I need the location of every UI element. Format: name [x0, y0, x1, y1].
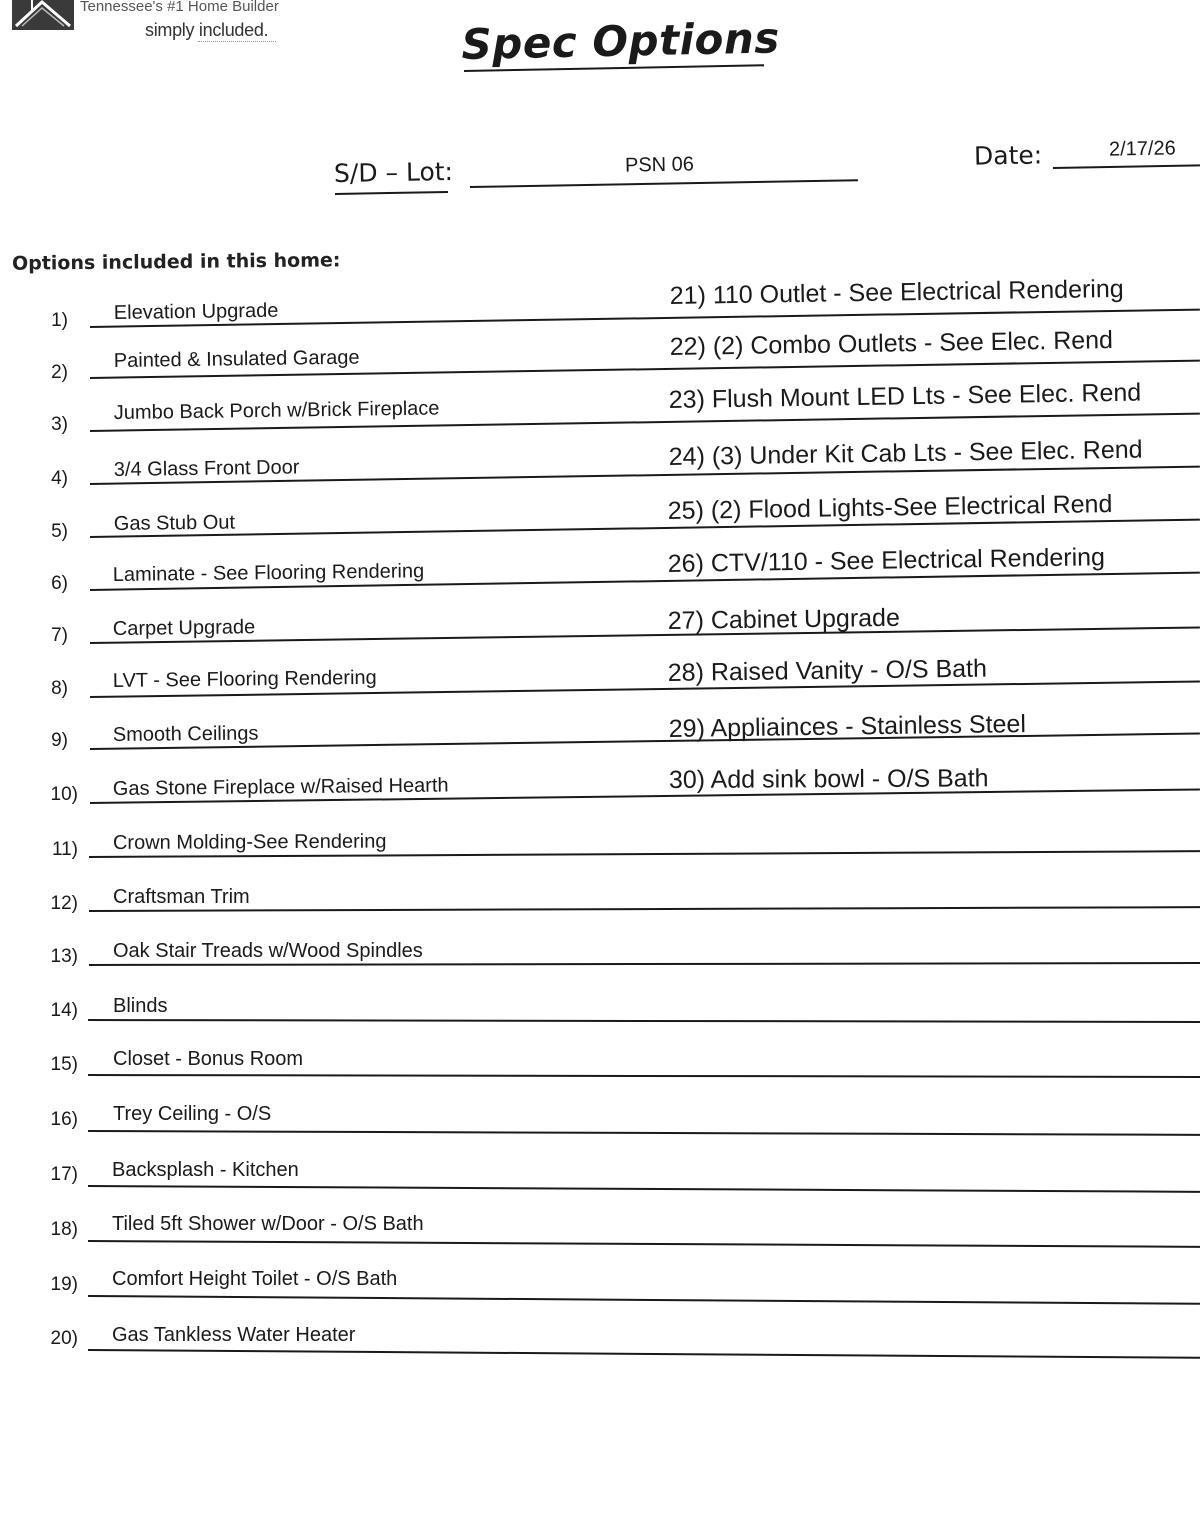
date-field-line — [1053, 164, 1200, 169]
option-line — [88, 1349, 1200, 1359]
option-text: LVT - See Flooring Rendering — [112, 666, 377, 693]
option-text-right: 22) (2) Combo Outlets - See Elec. Rend — [669, 326, 1114, 362]
option-line — [90, 519, 1200, 538]
option-text: Gas Stub Out — [113, 511, 236, 536]
option-number: 5) — [51, 521, 68, 542]
lot-value: PSN 06 — [624, 153, 695, 177]
option-row-11 — [0, 826, 1200, 866]
option-number: 17) — [50, 1164, 78, 1185]
option-text-right: 30) Add sink bowl - O/S Bath — [668, 764, 989, 794]
option-line — [88, 1074, 1200, 1078]
option-text-right: 28) Raised Vanity - O/S Bath — [667, 654, 988, 688]
option-row-16 — [0, 1097, 1200, 1137]
option-line — [88, 1130, 1200, 1136]
option-number: 9) — [51, 730, 68, 751]
option-text: Gas Stone Fireplace w/Raised Hearth — [112, 774, 449, 801]
option-line — [88, 1295, 1200, 1305]
option-text-right: 21) 110 Outlet - See Electrical Rendering — [669, 274, 1124, 311]
option-text-right: 24) (3) Under Kit Cab Lts - See Elec. Rend — [668, 435, 1143, 472]
option-row-19 — [0, 1262, 1200, 1302]
option-row-5 — [0, 490, 1200, 543]
date-value: 2/17/26 — [1108, 137, 1176, 161]
option-row-17 — [0, 1152, 1200, 1192]
option-text: Smooth Ceilings — [112, 722, 259, 747]
option-row-15 — [0, 1042, 1200, 1082]
option-number: 2) — [51, 362, 68, 383]
option-number: 14) — [50, 1000, 78, 1021]
option-line — [88, 1240, 1200, 1248]
option-row-8 — [0, 654, 1200, 704]
option-row-18 — [0, 1207, 1200, 1247]
option-row-6 — [0, 543, 1200, 597]
option-text: Trey Ceiling - O/S — [113, 1103, 272, 1125]
options-section-label: Options included in this home: — [11, 249, 341, 275]
option-line — [88, 1185, 1200, 1193]
page-title: Spec Options — [460, 13, 781, 69]
option-row-14 — [0, 988, 1200, 1028]
option-text: Oak Stair Treads w/Wood Spindles — [113, 940, 423, 962]
option-number: 15) — [50, 1054, 78, 1075]
option-text: Elevation Upgrade — [113, 299, 279, 325]
company-tagline: Tennessee's #1 Home Builder — [80, 0, 279, 15]
option-row-3 — [0, 378, 1200, 436]
option-text: Gas Tankless Water Heater — [112, 1324, 356, 1346]
option-number: 18) — [50, 1219, 78, 1240]
option-text-right: 23) Flush Mount LED Lts - See Elec. Rend — [668, 378, 1142, 415]
option-row-2 — [0, 326, 1200, 383]
option-number: 4) — [51, 468, 68, 489]
option-number: 20) — [50, 1328, 78, 1349]
option-number: 8) — [51, 678, 68, 699]
option-number: 1) — [51, 310, 68, 331]
option-row-9 — [0, 710, 1200, 758]
option-number: 19) — [50, 1274, 78, 1295]
option-text-right: 29) Appliainces - Stainless Steel — [668, 710, 1027, 744]
option-number: 6) — [51, 573, 68, 594]
option-text: Laminate - See Flooring Rendering — [112, 560, 425, 587]
date-label: Date: — [973, 140, 1043, 171]
option-text: 3/4 Glass Front Door — [113, 456, 300, 482]
option-text: Crown Molding-See Rendering — [112, 830, 387, 854]
option-text: Comfort Height Toilet - O/S Bath — [112, 1268, 398, 1290]
option-number: 11) — [51, 839, 78, 860]
option-text-right: 26) CTV/110 - See Electrical Rendering — [667, 543, 1106, 579]
option-text-right: 25) (2) Flood Lights-See Electrical Rend — [667, 490, 1113, 526]
option-text: Jumbo Back Porch w/Brick Fireplace — [113, 397, 440, 425]
option-number: 10) — [50, 784, 78, 805]
company-slogan: simply included. — [145, 20, 269, 40]
slogan-fine-print-decoration — [198, 41, 276, 45]
option-row-20 — [0, 1317, 1200, 1357]
option-line — [90, 627, 1200, 644]
option-line — [88, 1019, 1200, 1023]
option-number: 16) — [50, 1109, 78, 1130]
option-text: Craftsman Trim — [113, 886, 250, 908]
option-row-4 — [0, 435, 1200, 490]
lot-field-line — [470, 179, 858, 188]
option-text: Painted & Insulated Garage — [113, 346, 360, 373]
option-number: 3) — [51, 414, 68, 435]
option-number: 7) — [51, 625, 68, 646]
option-text: Blinds — [113, 995, 168, 1017]
option-row-10 — [0, 764, 1200, 812]
option-text: Backsplash - Kitchen — [112, 1159, 299, 1181]
option-row-7 — [0, 603, 1200, 651]
option-text: Carpet Upgrade — [112, 616, 256, 641]
option-text: Tiled 5ft Shower w/Door - O/S Bath — [112, 1213, 424, 1235]
lot-label-underline — [335, 191, 448, 195]
house-roof-logo-icon — [12, 0, 74, 30]
option-text-right: 27) Cabinet Upgrade — [667, 603, 901, 636]
option-row-12 — [0, 880, 1200, 920]
option-row-13 — [0, 934, 1200, 974]
option-line — [89, 906, 1200, 912]
company-logo — [12, 0, 292, 56]
option-row-1 — [0, 274, 1200, 331]
lot-label: S/D – Lot: — [333, 156, 454, 189]
option-number: 12) — [50, 893, 78, 914]
option-number: 13) — [50, 946, 78, 967]
option-text: Closet - Bonus Room — [113, 1048, 304, 1070]
